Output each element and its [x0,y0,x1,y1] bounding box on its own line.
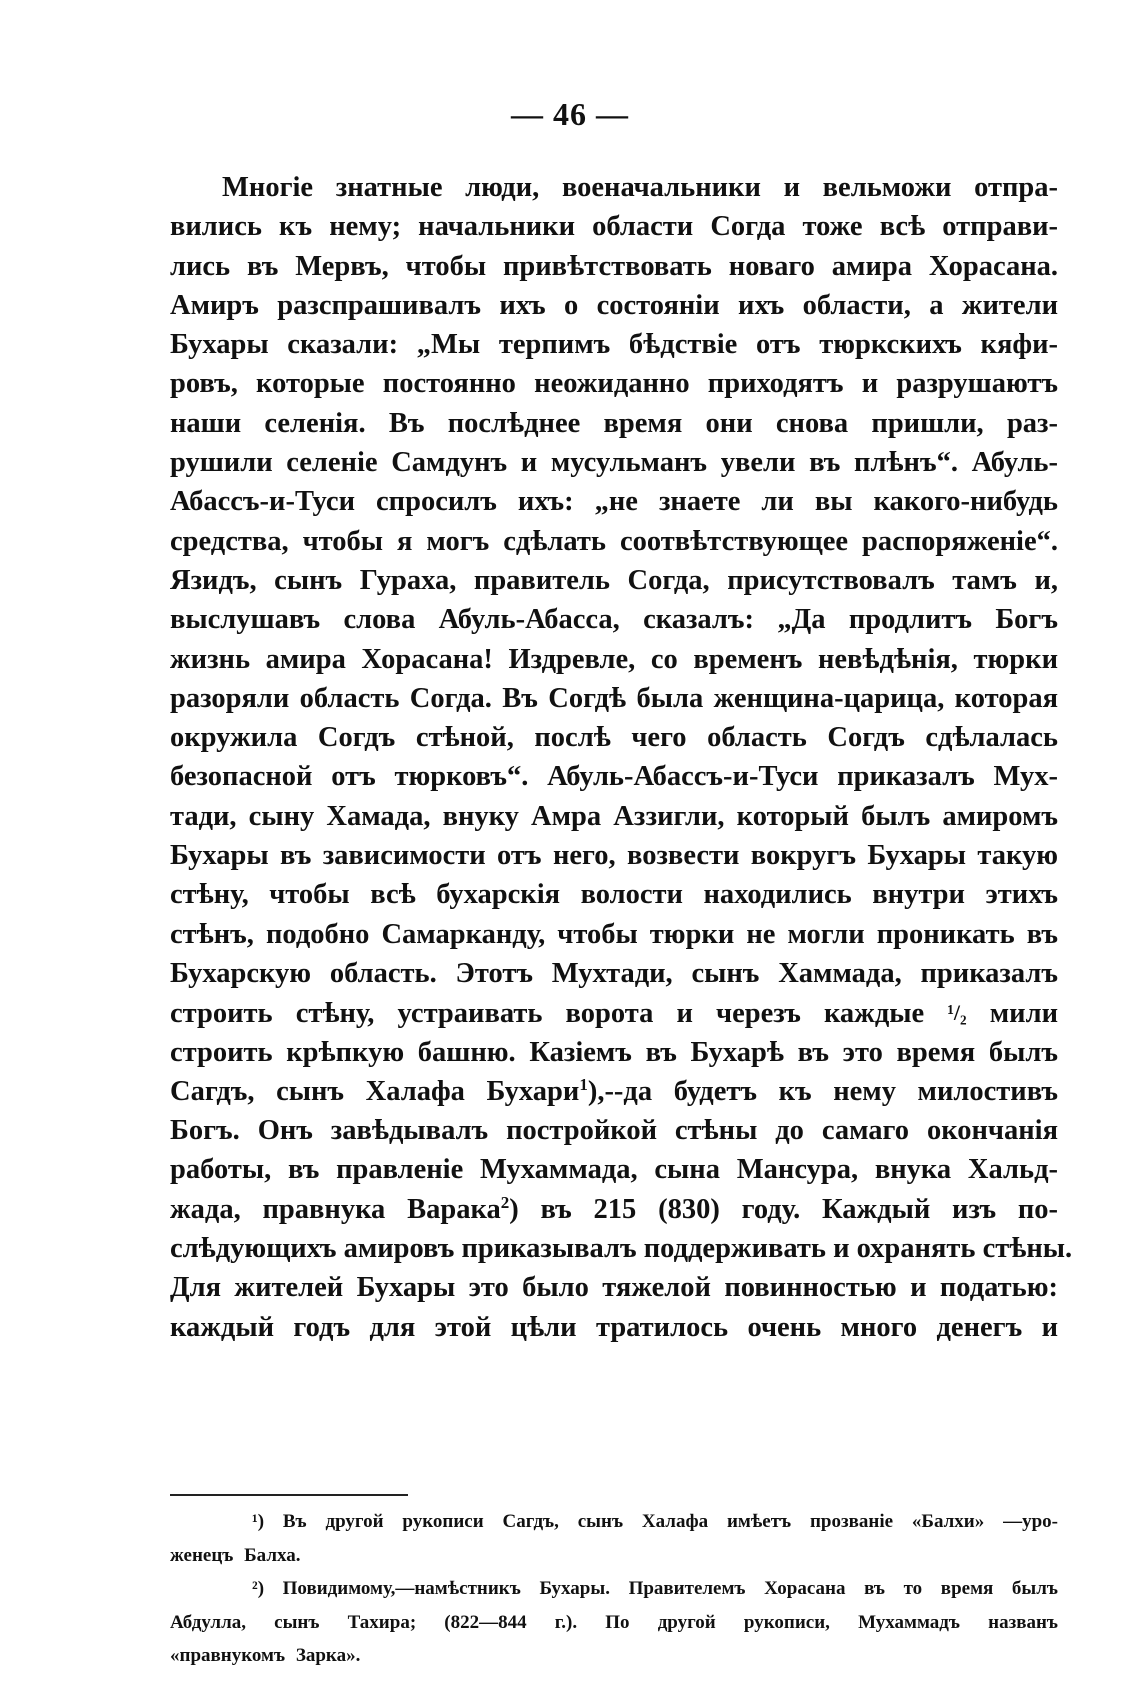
body-line: Для жителей Бухары это было тяжелой повинностью и податью: [170,1272,1058,1304]
text-segment: мили [989,998,1059,1030]
fraction-half: ¹/₂ [947,1000,967,1026]
footnote-2-line [170,1639,1058,1673]
text-segment: жада, правнука Варака [170,1193,501,1225]
footnote-2-line: ²) Повидимому,—намѣстникъ Бухары. Правителемъ Хорасана въ то время былъ [252,1578,1058,1599]
body-line: Абассъ-и-Туси спросилъ ихъ: „не знаете ли вы какого-нибудь [170,486,1058,518]
footnote-text: женецъ Балха. [170,1544,301,1566]
body-line: слѣдующихъ амировъ приказывалъ поддерживать и охранять стѣны. [170,1233,1073,1265]
footnote-text: «правнукомъ Зарка». [170,1645,361,1666]
page-number: — 46 — [511,96,629,132]
body-line: окружила Согдъ стѣной, послѣ чего область Согдъ сдѣлалась [170,722,1058,754]
body-line: жизнь амира Хорасана! Издревле, со временъ невѣдѣнія, тюрки [170,643,1058,675]
body-line-with-footnote-ref [170,1072,1058,1111]
body-line: каждый годъ для этой цѣли тратилось очень много денегъ и [170,1311,1058,1343]
body-line: тади, сыну Хамада, внуку Амра Аззигли, который былъ амиромъ [170,800,1058,832]
body-line: разоряли область Согда. Въ Согдѣ была женщина-царица, которая [170,682,1058,714]
body-line: работы, въ правленіе Мухаммада, сына Мансура, внука Хальд- [170,1154,1058,1186]
body-line: наши селенія. Въ послѣднее время они снова пришли, раз- [170,407,1058,439]
body-line-with-footnote-ref [170,1190,1058,1229]
body-text [170,168,1073,1347]
footnote-ref-1[interactable]: 1 [579,1074,588,1094]
body-line: лись въ Мервъ, чтобы привѣтствовать новаго амира Хорасана. [170,250,1058,282]
body-line: средства, чтобы я могъ сдѣлать соотвѣтствующее распоряженіе“. [170,525,1058,557]
body-line: Богъ. Онъ завѣдывалъ постройкой стѣны до самаго окончанія [170,1115,1058,1147]
text-segment: ),--да будетъ къ нему милостивъ [587,1075,1058,1107]
footnote-1-line [170,1539,1058,1573]
body-line: выслушавъ слова Абуль-Абасса, сказалъ: „Да продлитъ Богъ [170,604,1058,636]
body-line: Амиръ разспрашивалъ ихъ о состояніи ихъ области, а жители [170,289,1058,321]
body-line: безопасной отъ тюрковъ“. Абуль-Абассъ-и-Туси приказалъ Мух- [170,761,1058,793]
body-line: Бухары въ зависимости отъ него, возвести вокругъ Бухары такую [170,840,1058,872]
text-segment: Сагдъ, сынъ Халафа Бухари [170,1075,580,1107]
footnote-1-line: ¹) Въ другой рукописи Сагдъ, сынъ Халафа имѣетъ прозваніе «Балхи» —уро- [252,1511,1058,1532]
footnotes [170,1505,1058,1673]
body-line: Бухары сказали: „Мы терпимъ бѣдствіе отъ тюркскихъ кяфи- [170,329,1058,361]
footnote-2-line: Абдулла, сынъ Тахира; (822—844 г.). По другой рукописи, Мухаммадъ названъ [170,1611,1058,1633]
body-line: рушили селеніе Самдунъ и мусульманъ увели въ плѣнъ“. Абуль- [170,447,1058,479]
body-line: Бухарскую область. Этотъ Мухтади, сынъ Хаммада, приказалъ [170,957,1058,989]
body-line: Язидъ, сынъ Гураха, правитель Согда, присутствовалъ тамъ и, [170,564,1058,596]
body-line: ровъ, которые постоянно неожиданно приходятъ и разрушаютъ [170,368,1058,400]
text-segment: ) въ 215 (830) году. Каждый изъ по- [509,1193,1058,1225]
body-line: стѣну, чтобы всѣ бухарскія волости находились внутри этихъ [170,879,1058,911]
body-line: Многіе знатные люди, военачальники и вельможи отпра- [222,172,1058,203]
body-line: стѣнъ, подобно Самарканду, чтобы тюрки не могли проникать въ [170,918,1058,950]
body-line-with-fraction [170,993,1058,1032]
footnote-ref-2[interactable]: 2 [500,1192,510,1212]
body-line: строить крѣпкую башню. Казіемъ въ Бухарѣ въ это время былъ [170,1036,1058,1068]
body-line: вились къ нему; начальники области Согда тоже всѣ отправи- [170,211,1058,243]
footnote-divider [170,1494,408,1496]
text-segment: строить стѣну, устраивать ворота и черезъ каждые [170,998,925,1030]
